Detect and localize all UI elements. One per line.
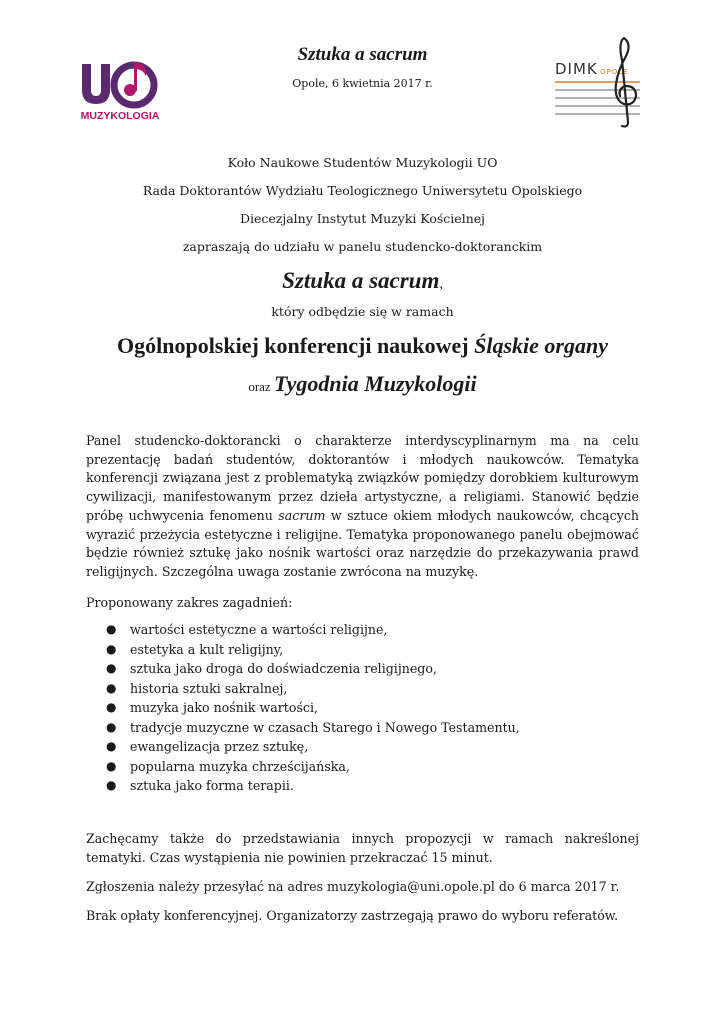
dimk-opole-logo <box>552 30 642 130</box>
bullet-icon: ● <box>106 700 117 714</box>
main-title-comma: , <box>439 277 443 292</box>
organizer-student-club: Koło Naukowe Studentów Muzykologii UO <box>227 155 498 170</box>
week-prefix: oraz <box>248 379 274 394</box>
bullet-icon: ● <box>106 739 117 753</box>
bullet-icon: ● <box>106 758 117 773</box>
topics-list <box>86 620 639 796</box>
uo-muzykologia-logo <box>78 52 168 124</box>
description-paragraph <box>86 432 639 582</box>
organizer-institute: Diecezjalny Instytut Muzyki Kościelnej <box>239 211 486 226</box>
list-item: ● sztuka jako forma terapii. <box>86 776 639 796</box>
dimk-logo-subtext: OPOLE <box>600 68 629 76</box>
main-title <box>0 268 725 294</box>
header-title: Sztuka a sacrum <box>297 44 428 65</box>
list-item: ● estetyka a kult religijny, <box>86 640 639 660</box>
description-italic: sacrum <box>278 507 326 523</box>
list-item: ● wartości estetyczne a wartości religijne, <box>86 620 639 640</box>
list-item: ● sztuka jako droga do doświadczenia religijnego, <box>86 659 639 679</box>
bullet-icon: ● <box>106 778 117 792</box>
dimk-logo-text: DIMK <box>555 60 598 78</box>
encourage-paragraph: Zachęcamy także do przedstawiania innych propozycji w ramach nakreślonej tematyki. Czas wystąpienia nie powinien przekraczać 15 minut. <box>86 831 639 865</box>
description-part1: Panel studencko-doktorancki o charakterze interdyscyplinarnym ma na celu prezentację badań studentów, doktorantów i młodych naukowców. Tematyka konferencji związana jest z problematyką związków pomiędzy dorobkiem kulturowym cywilizacji, manifestowanym przez dzieła artystyczne, a religiami. Stanowić będzie próbę uchwycenia fenomenu <box>86 433 639 523</box>
conference-prefix: Ogólnopolskiej konferencji naukowej <box>117 333 475 358</box>
uo-logo-graphic <box>78 52 168 124</box>
bullet-icon: ● <box>106 719 117 734</box>
organizer-doctoral-council: Rada Doktorantów Wydziału Teologicznego Uniwersytetu Opolskiego <box>142 183 583 198</box>
bullet-icon: ● <box>106 680 117 695</box>
bullet-icon: ● <box>106 622 117 636</box>
list-item: ● tradycje muzyczne w czasach Starego i Nowego Testamentu, <box>86 718 639 738</box>
list-item: ● popularna muzyka chrześcijańska, <box>86 757 639 777</box>
dimk-logo-graphic <box>552 30 642 130</box>
week-line <box>0 371 725 397</box>
conference-line <box>0 333 725 359</box>
submission-paragraph: Zgłoszenia należy przesyłać na adres muzykologia@uni.opole.pl do 6 marca 2017 r. <box>86 879 620 894</box>
list-item: ● ewangelizacja przez sztukę, <box>86 737 639 757</box>
fee-paragraph: Brak opłaty konferencyjnej. Organizatorzy zastrzegają prawo do wyboru referatów. <box>86 908 619 923</box>
main-title-text: Sztuka a sacrum <box>282 268 440 293</box>
invitation-line: zapraszają do udziału w panelu studencko-doktoranckim <box>182 239 543 254</box>
place-date: Opole, 6 kwietnia 2017 r. <box>292 77 433 90</box>
bullet-icon: ● <box>106 641 117 656</box>
uo-logo-caption: MUZYKOLOGIA <box>80 110 160 122</box>
topics-intro: Proponowany zakres zagadnień: <box>86 595 293 610</box>
description-part2: w sztuce okiem młodych naukowców, chcących wyrazić przeżycia estetyczne i religijne. Tematyka proponowanego panelu obejmować będzie również sztukę jako nośnik wartości oraz narzędzie do przekazywania prawd religijnych. Szczególna uwaga zostanie zwrócona na muzykę. <box>86 507 639 579</box>
list-item: ● muzyka jako nośnik wartości, <box>86 698 639 718</box>
within-text: który odbędzie się w ramach <box>271 304 454 319</box>
list-item: ● historia sztuki sakralnej, <box>86 679 639 699</box>
conference-name: Śląskie organy <box>474 333 608 358</box>
week-name: Tygodnia Muzykologii <box>273 371 477 396</box>
bullet-icon: ● <box>106 661 117 675</box>
